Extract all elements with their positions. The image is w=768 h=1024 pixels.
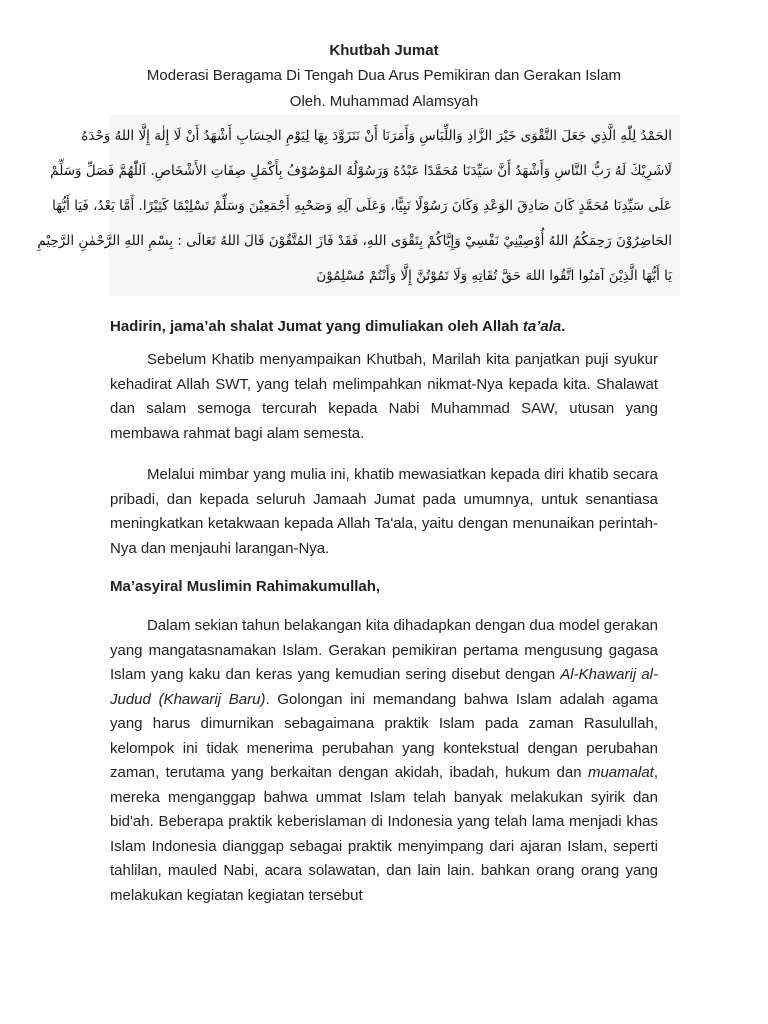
paragraph-italic-text: muamalat bbox=[587, 764, 654, 781]
paragraph-opening: Sebelum Khatib menyampaikan Khutbah, Marilah kita panjatkan puji syukur kehadirat Allah SWT, yang telah melimpahkan nikmat-Nya kepada kita. Shalawat dan salam semoga tercurah kepada Nabi Muhammad SAW, utusan yang membawa rahmat bagi alam semesta. bbox=[110, 351, 658, 442]
arabic-line: الحَمْدُ لِلّٰهِ الَّذِي جَعَلَ التَّقْوَى خَيْرَ الزَّادِ وَاللِّبَاسِ وَأَمَرَنَا أَنْ نَتَزَوَّدَ بِهَا لِيَوْمِ الحِسَابِ أَشْهَدُ أَنْ لَا إِلٰهَ إِلَّا اللهُ وَحْدَهُ bbox=[81, 128, 672, 144]
paragraph-khawarij bbox=[110, 614, 658, 908]
paragraph-italic-text: Al-Khawarij al-Judud (Khawarij Baru) bbox=[110, 666, 658, 708]
document-title: Khutbah Jumat bbox=[329, 42, 439, 59]
heading-italic-text: ta’ala bbox=[522, 318, 562, 335]
arabic-line: يَا أَيُّهَا الَّذِيْنَ آمَنُوا اتَّقُوا اللهَ حَقَّ تُقَاتِهِ وَلَا تَمُوْتُنَّ إِلَّا وَأَنْتُمْ مُسْلِمُوْنَ bbox=[316, 268, 672, 284]
heading-text: Hadirin, jama’ah shalat Jumat yang dimuliakan oleh Allah bbox=[110, 318, 523, 335]
arabic-line: الحَاضِرُوْنَ رَحِمَكُمُ اللهُ أُوْصِيْنِيْ نَفْسِيْ وَإِيَّاكُمْ بِتَقْوَى اللهِ، فَقَدْ فَازَ المُتَّقُوْنَ قَالَ اللهُ تَعَالَى : بِسْمِ اللهِ الرَّحْمٰنِ الرَّحِيْمِ bbox=[37, 233, 672, 249]
paragraph-text: . Golongan ini memandang bahwa Islam adalah agama yang harus dimurnikan sebagaimana praktik Islam pada zaman Rasulullah, kelompok ini tidak menerima perubahan yang kontekstual dengan perubahan zaman, terutama yang berkaitan dengan akidah, ibadah, hukum dan bbox=[110, 690, 658, 781]
paragraph-text: , mereka menganggap bahwa ummat Islam telah banyak melakukan syirik dan bid'ah. Beberapa praktik keberislaman di Indonesia yang telah lama menjadi khas Islam Indonesia dianggap sebagai praktik menyimpang dari ajaran Islam, seperti tahlilan, mauled Nabi, acara solawatan, dan lain lain. bahkan orang orang yang melakukan kegiatan kegiatan tersebut bbox=[110, 764, 658, 904]
heading-end: . bbox=[561, 318, 566, 335]
paragraph-text: Dalam sekian tahun belakangan kita dihadapkan dengan dua model gerakan yang mangatasnamakan Islam. Gerakan pemikiran pertama mengusung gagasa Islam yang kaku dan keras yang kemudian sering disebut dengan bbox=[110, 617, 658, 683]
arabic-line: لَاشَرِيْكَ لَهُ رَبُّ النَّاسِ وَأَشْهَدُ أَنَّ سَيِّدَنَا مُحَمَّدًا عَبْدُهُ وَرَسُوْلُهُ المَوْصُوْفُ بِأَكْمَلِ صِفَاتِ الأَشْخَاصِ. اَللّٰهُمَّ فَصَلِّ وَسَلِّمْ bbox=[50, 163, 672, 179]
document-subtitle: Moderasi Beragama Di Tengah Dua Arus Pemikiran dan Gerakan Islam bbox=[146, 67, 622, 84]
section-heading-hadirin bbox=[110, 317, 565, 337]
paragraph-wasiat: Melalui mimbar yang mulia ini, khatib mewasiatkan kepada diri khatib secara pribadi, dan kepada seluruh Jamaah Jumat pada umumnya, untuk senantiasa meningkatkan ketakwaan kepada Allah Ta'ala, yaitu dengan menunaikan perintah-Nya dan menjauhi larangan-Nya. bbox=[110, 466, 658, 557]
arabic-opening-text bbox=[37, 115, 680, 296]
document-author: Oleh. Muhammad Alamsyah bbox=[289, 93, 479, 110]
section-heading-maasyiral: Ma’asyiral Muslimin Rahimakumullah, bbox=[110, 578, 381, 595]
arabic-line: عَلَى سَيِّدِنَا مُحَمَّدٍ كَانَ صَادِقَ الوَعْدِ وَكَانَ رَسُوْلًا نَبِيًّا، وَعَلَى آلِهِ وَصَحْبِهِ أَجْمَعِيْنَ وَسَلِّمْ تَسْلِيْمًا كَثِيْرًا. أَمَّا بَعْدُ، فَيَا أَيُّهَا bbox=[52, 198, 672, 214]
